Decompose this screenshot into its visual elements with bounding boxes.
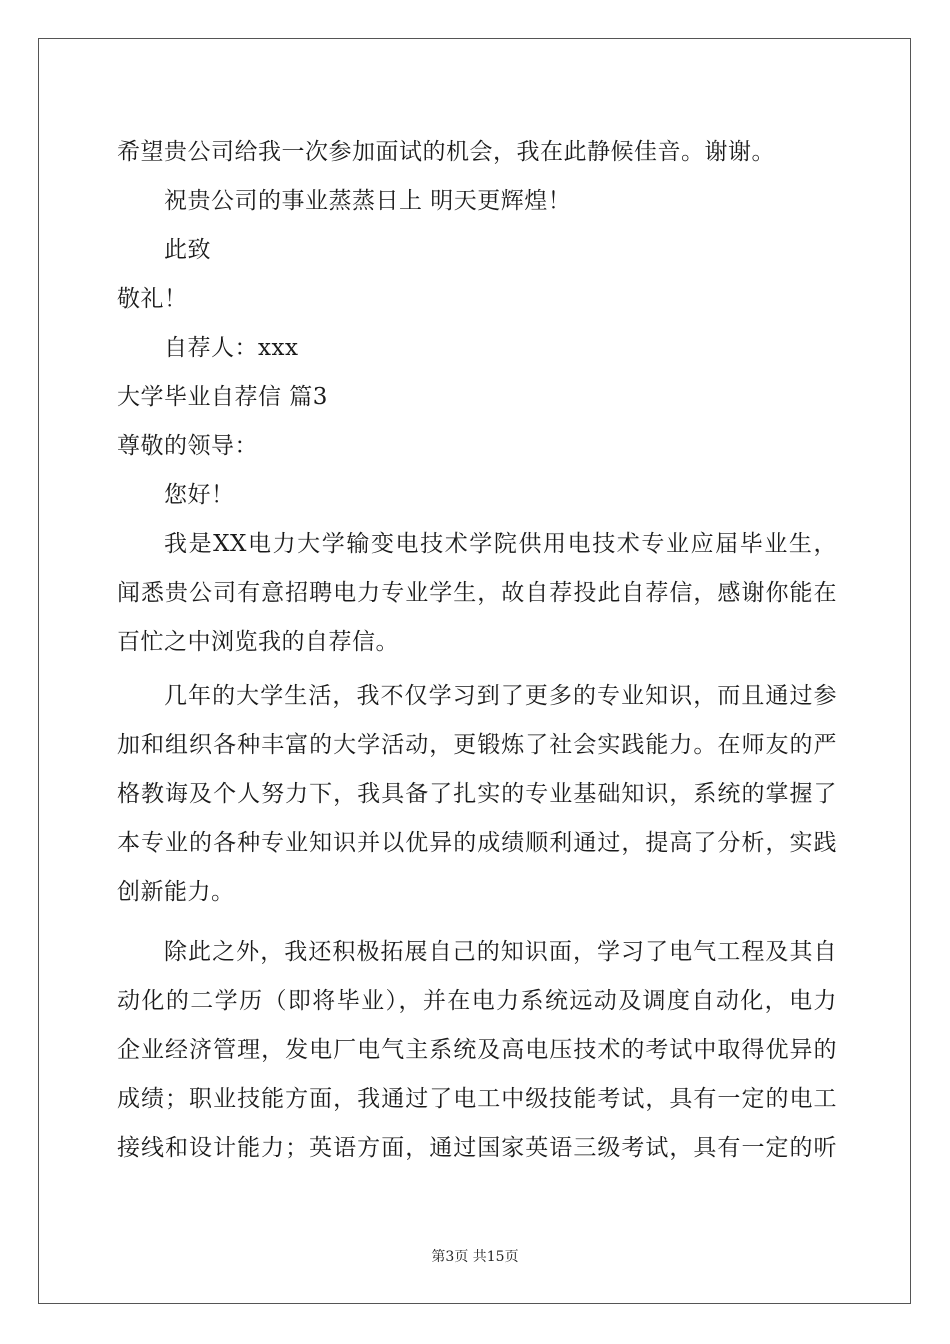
salutation-line-2: 敬礼！ bbox=[117, 286, 188, 312]
document-body bbox=[117, 128, 837, 1173]
signer-line: 自荐人：xxx bbox=[164, 335, 299, 361]
paragraph-line: 本专业的各种专业知识并以优异的成绩顺利通过，提高了分析，实践 bbox=[117, 830, 837, 856]
paragraph bbox=[117, 928, 837, 1173]
closing-request-line: 希望贵公司给我一次参加面试的机会，我在此静候佳音。谢谢。 bbox=[117, 139, 775, 165]
paragraph-line: 创新能力。 bbox=[117, 879, 235, 905]
paragraph-line: 我是XX电力大学输变电技术学院供用电技术专业应届毕业生， bbox=[164, 531, 837, 557]
paragraph-line: 几年的大学生活，我不仅学习到了更多的专业知识，而且通过参 bbox=[164, 683, 837, 709]
paragraph-line: 闻悉贵公司有意招聘电力专业学生，故自荐投此自荐信，感谢你能在 bbox=[117, 580, 837, 606]
addressee-line: 尊敬的领导： bbox=[117, 433, 258, 459]
paragraph bbox=[117, 520, 837, 667]
page-footer: 第3页 共15页 bbox=[431, 1249, 519, 1265]
section-title: 大学毕业自荐信 篇3 bbox=[117, 384, 328, 410]
paragraph-line: 百忙之中浏览我的自荐信。 bbox=[117, 629, 399, 655]
paragraph-line: 加和组织各种丰富的大学活动，更锻炼了社会实践能力。在师友的严 bbox=[117, 732, 837, 758]
paragraph-line: 格教诲及个人努力下，我具备了扎实的专业基础知识，系统的掌握了 bbox=[117, 781, 837, 807]
greeting-line: 您好！ bbox=[164, 482, 235, 508]
paragraph-line: 企业经济管理，发电厂电气主系统及高电压技术的考试中取得优异的 bbox=[117, 1037, 837, 1063]
paragraph-line: 接线和设计能力；英语方面，通过国家英语三级考试，具有一定的听 bbox=[117, 1135, 837, 1161]
paragraph bbox=[117, 672, 837, 917]
paragraph-line: 动化的二学历（即将毕业），并在电力系统远动及调度自动化，电力 bbox=[117, 988, 837, 1014]
salutation-line-1: 此致 bbox=[164, 237, 211, 263]
paragraph-line: 除此之外，我还积极拓展自己的知识面，学习了电气工程及其自 bbox=[164, 939, 837, 965]
wish-line: 祝贵公司的事业蒸蒸日上 明天更辉煌！ bbox=[164, 188, 572, 214]
paragraph-line: 成绩；职业技能方面，我通过了电工中级技能考试，具有一定的电工 bbox=[117, 1086, 837, 1112]
